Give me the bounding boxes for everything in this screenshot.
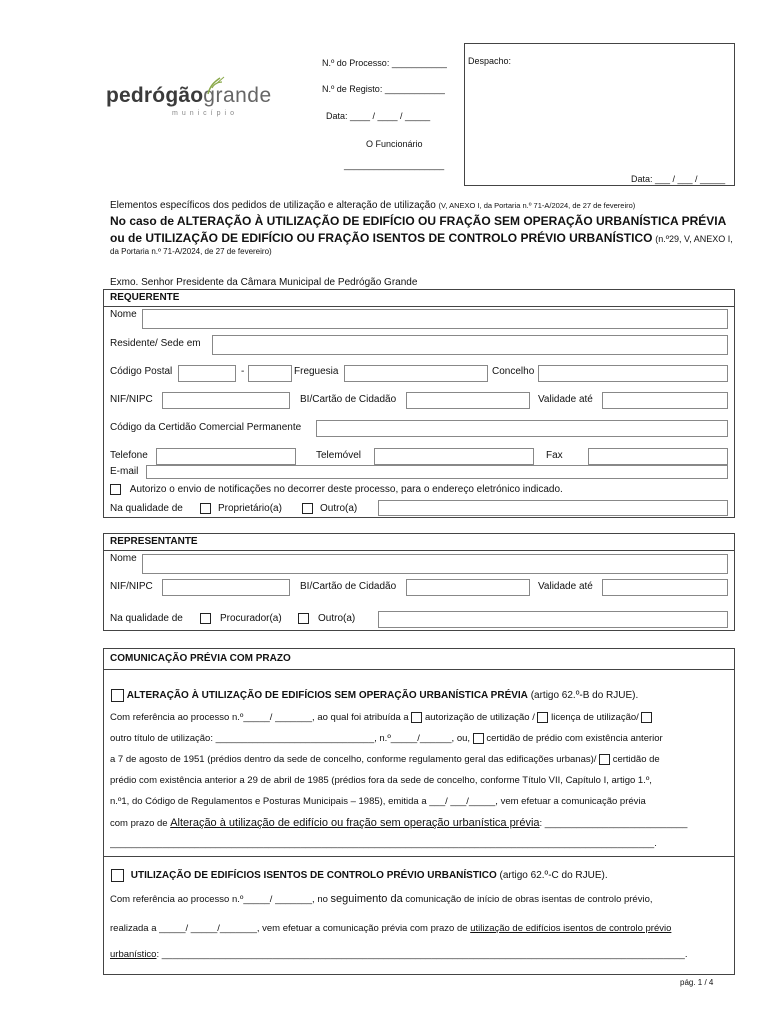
rep-name-label: Nome	[110, 553, 137, 564]
residence-input[interactable]	[212, 335, 728, 355]
fax-input[interactable]	[588, 448, 728, 465]
capacity-label: Na qualidade de	[110, 503, 183, 514]
rep-nif-input[interactable]	[162, 579, 290, 596]
parish-input[interactable]	[344, 365, 488, 382]
name-label: Nome	[110, 309, 137, 320]
communication-heading: COMUNICAÇÃO PRÉVIA COM PRAZO	[110, 653, 291, 664]
option-a-line2-text: outro título de utilização: ______________________________, n.º_____/______, ou,	[110, 733, 471, 745]
logo-subtitle: município	[172, 110, 238, 117]
phone-input[interactable]	[156, 448, 296, 465]
id-card-input[interactable]	[406, 392, 530, 409]
option-a-line6-blank[interactable]: : ___________________________	[539, 818, 688, 829]
certificate-1951-checkbox[interactable]	[473, 733, 484, 744]
option-b-line1	[110, 893, 653, 905]
option-a-line3	[110, 754, 660, 765]
email-input[interactable]	[146, 465, 728, 479]
intro-line	[110, 200, 635, 211]
certificate-1985-checkbox[interactable]	[599, 754, 610, 765]
option-a-line5: n.º1, do Código de Regulamentos e Posturas Municipais – 1985), emitida a ___/ ___/_____, vem efetuar a comunicação prévia	[110, 796, 646, 807]
certificate-1985-label: certidão de	[612, 754, 660, 766]
option-b-line1-rest: comunicação de início de obras isentas de controlo prévio,	[405, 894, 653, 905]
official-signature-line[interactable]: ____________________	[344, 160, 445, 170]
parish-label: Freguesia	[294, 366, 339, 377]
logo-word-pedrogao: pedrógão	[106, 84, 204, 107]
rep-other-label: Outro(a)	[318, 613, 356, 624]
option-a-line6	[110, 817, 687, 829]
rep-id-card-label: BI/Cartão de Cidadão	[300, 581, 397, 592]
page-number: pág. 1 / 4	[680, 978, 714, 987]
requerente-section	[103, 289, 735, 518]
option-a-line7[interactable]: _______________________________________________________________________________________________________.	[110, 838, 657, 849]
option-a-ref: (artigo 62.º-B do RJUE).	[530, 690, 639, 702]
use-authorization-checkbox[interactable]	[411, 712, 422, 723]
logo-word-grande: grande	[203, 84, 272, 107]
option-a-line1	[110, 712, 652, 723]
residence-label: Residente/ Sede em	[110, 338, 201, 349]
phone-label: Telefone	[110, 450, 148, 461]
name-input[interactable]	[142, 309, 728, 329]
representante-section	[103, 533, 735, 631]
option-a-title: ALTERAÇÃO À UTILIZAÇÃO DE EDIFÍCIOS SEM OPERAÇÃO URBANÍSTICA PRÉVIA	[126, 690, 528, 702]
option-b-line3-text: urbanístico	[110, 949, 157, 960]
other-label: Outro(a)	[320, 503, 358, 514]
rep-other-input[interactable]	[378, 611, 728, 628]
commercial-certificate-input[interactable]	[316, 420, 728, 437]
fax-label: Fax	[546, 450, 563, 461]
certificate-1951-label: certidão de prédio com existência anterior	[486, 733, 663, 745]
nif-label: NIF/NIPC	[110, 394, 153, 405]
attorney-checkbox[interactable]	[200, 613, 211, 624]
form-title-line1: No caso de ALTERAÇÃO À UTILIZAÇÃO DE EDIFÍCIO OU FRAÇÃO SEM OPERAÇÃO URBANÍSTICA PRÉVIA	[110, 214, 727, 228]
option-b-line1-text: Com referência ao processo n.º_____/ _______, no	[110, 894, 328, 905]
header-date-field[interactable]: Data: ____ / ____ / _____	[326, 111, 431, 121]
postal-code-input-1[interactable]	[178, 365, 236, 382]
option-b-ref: (artigo 62.º-C do RJUE).	[499, 870, 608, 882]
rep-validity-input[interactable]	[602, 579, 728, 596]
form-title-line2-text: ou de UTILIZAÇÃO DE EDIFÍCIO OU FRAÇÃO ISENTOS DE CONTROLO PRÉVIO URBANÍSTICO	[110, 231, 653, 245]
owner-checkbox[interactable]	[200, 503, 211, 514]
option-b-line3-blank[interactable]: : ___________________________________________________________________________________________________.	[156, 949, 688, 960]
authorize-label: Autorizo o envio de notificações no decorrer deste processo, para o endereço eletrónico indicado.	[129, 484, 563, 496]
commercial-certificate-label: Código da Certidão Comercial Permanente	[110, 422, 302, 433]
option-a-line6-text: com prazo de	[110, 818, 168, 829]
representante-heading: REPRESENTANTE	[110, 536, 198, 547]
registration-number-field[interactable]: N.º de Registo: ____________	[322, 84, 445, 94]
requerente-heading: REQUERENTE	[110, 292, 180, 303]
addressee: Exmo. Senhor Presidente da Câmara Municipal de Pedrógão Grande	[110, 277, 418, 288]
rep-validity-label: Validade até	[538, 581, 593, 592]
id-card-label: BI/Cartão de Cidadão	[300, 394, 397, 405]
authorize-checkbox[interactable]	[110, 484, 121, 495]
form-title-line2-ref: (n.º29, V, ANEXO I,	[655, 234, 733, 244]
nif-input[interactable]	[162, 392, 290, 409]
other-input[interactable]	[378, 500, 728, 516]
rep-capacity-label: Na qualidade de	[110, 613, 183, 624]
option-b-deadline-subject: utilização de edifícios isentos de controlo prévio	[470, 923, 672, 934]
other-title-checkbox[interactable]	[641, 712, 652, 723]
rep-nif-label: NIF/NIPC	[110, 581, 153, 592]
use-authorization-label: autorização de utilização /	[424, 712, 535, 724]
leaf-icon	[204, 76, 230, 96]
intro-reference: (V, ANEXO I, da Portaria n.º 71-A/2024, de 27 de fevereiro)	[438, 201, 636, 210]
option-a-deadline-subject: Alteração à utilização de edifício ou fração sem operação urbanística prévia	[170, 817, 540, 829]
mobile-input[interactable]	[374, 448, 534, 465]
option-b-line2	[110, 923, 671, 934]
option-b-title: UTILIZAÇÃO DE EDIFÍCIOS ISENTOS DE CONTROLO PRÉVIO URBANÍSTICO	[130, 870, 497, 882]
option-b-checkbox[interactable]	[111, 869, 124, 882]
use-license-checkbox[interactable]	[537, 712, 548, 723]
rep-id-card-input[interactable]	[406, 579, 530, 596]
county-label: Concelho	[492, 366, 535, 377]
option-a-title-row	[111, 689, 638, 702]
postal-code-input-2[interactable]	[248, 365, 292, 382]
authorize-row	[110, 484, 563, 495]
rep-other-checkbox[interactable]	[298, 613, 309, 624]
option-a-line4: prédio com existência anterior a 29 de abril de 1985 (prédios fora da sede de concelho, conforme Título VII, Capítulo I, artigo 1.º,	[110, 775, 652, 786]
rep-name-input[interactable]	[142, 554, 728, 574]
process-number-field[interactable]: N.º do Processo: ___________	[322, 58, 447, 68]
validity-input[interactable]	[602, 392, 728, 409]
option-b-line3	[110, 949, 728, 960]
dispatch-box[interactable]	[464, 43, 735, 186]
option-b-title-row	[111, 869, 608, 882]
validity-label: Validade até	[538, 394, 593, 405]
official-label: O Funcionário	[366, 139, 423, 149]
option-a-checkbox[interactable]	[111, 689, 124, 702]
postal-code-label: Código Postal	[110, 366, 173, 377]
municipality-logo	[106, 84, 272, 117]
use-license-label: licença de utilização/	[551, 712, 639, 724]
option-b-line1-emph: seguimento da	[330, 893, 403, 905]
email-label: E-mail	[110, 466, 139, 477]
option-a-line1-text: Com referência ao processo n.º_____/ _______, ao qual foi atribuída a	[110, 712, 409, 724]
county-input[interactable]	[538, 365, 728, 382]
mobile-label: Telemóvel	[316, 450, 362, 461]
option-b-line2-text: realizada a _____/ _____/_______, vem efetuar a comunicação prévia com prazo de	[110, 923, 468, 934]
form-title-line2	[110, 231, 733, 245]
option-a-line2	[110, 733, 663, 744]
other-checkbox[interactable]	[302, 503, 313, 514]
attorney-label: Procurador(a)	[220, 613, 282, 624]
dispatch-label: Despacho:	[468, 56, 512, 66]
intro-text: Elementos específicos dos pedidos de utilização e alteração de utilização	[110, 200, 436, 211]
form-title-line3: da Portaria n.º 71-A/2024, de 27 de fevereiro)	[110, 247, 272, 256]
communication-section	[103, 648, 735, 975]
postal-code-dash: -	[241, 366, 245, 377]
owner-label: Proprietário(a)	[218, 503, 282, 514]
option-a-line3-text: a 7 de agosto de 1951 (prédios dentro da sede de concelho, conforme regulamento geral das edificações urbanas)/	[110, 754, 597, 766]
dispatch-date[interactable]: Data: ___ / ___ / _____	[631, 174, 726, 184]
